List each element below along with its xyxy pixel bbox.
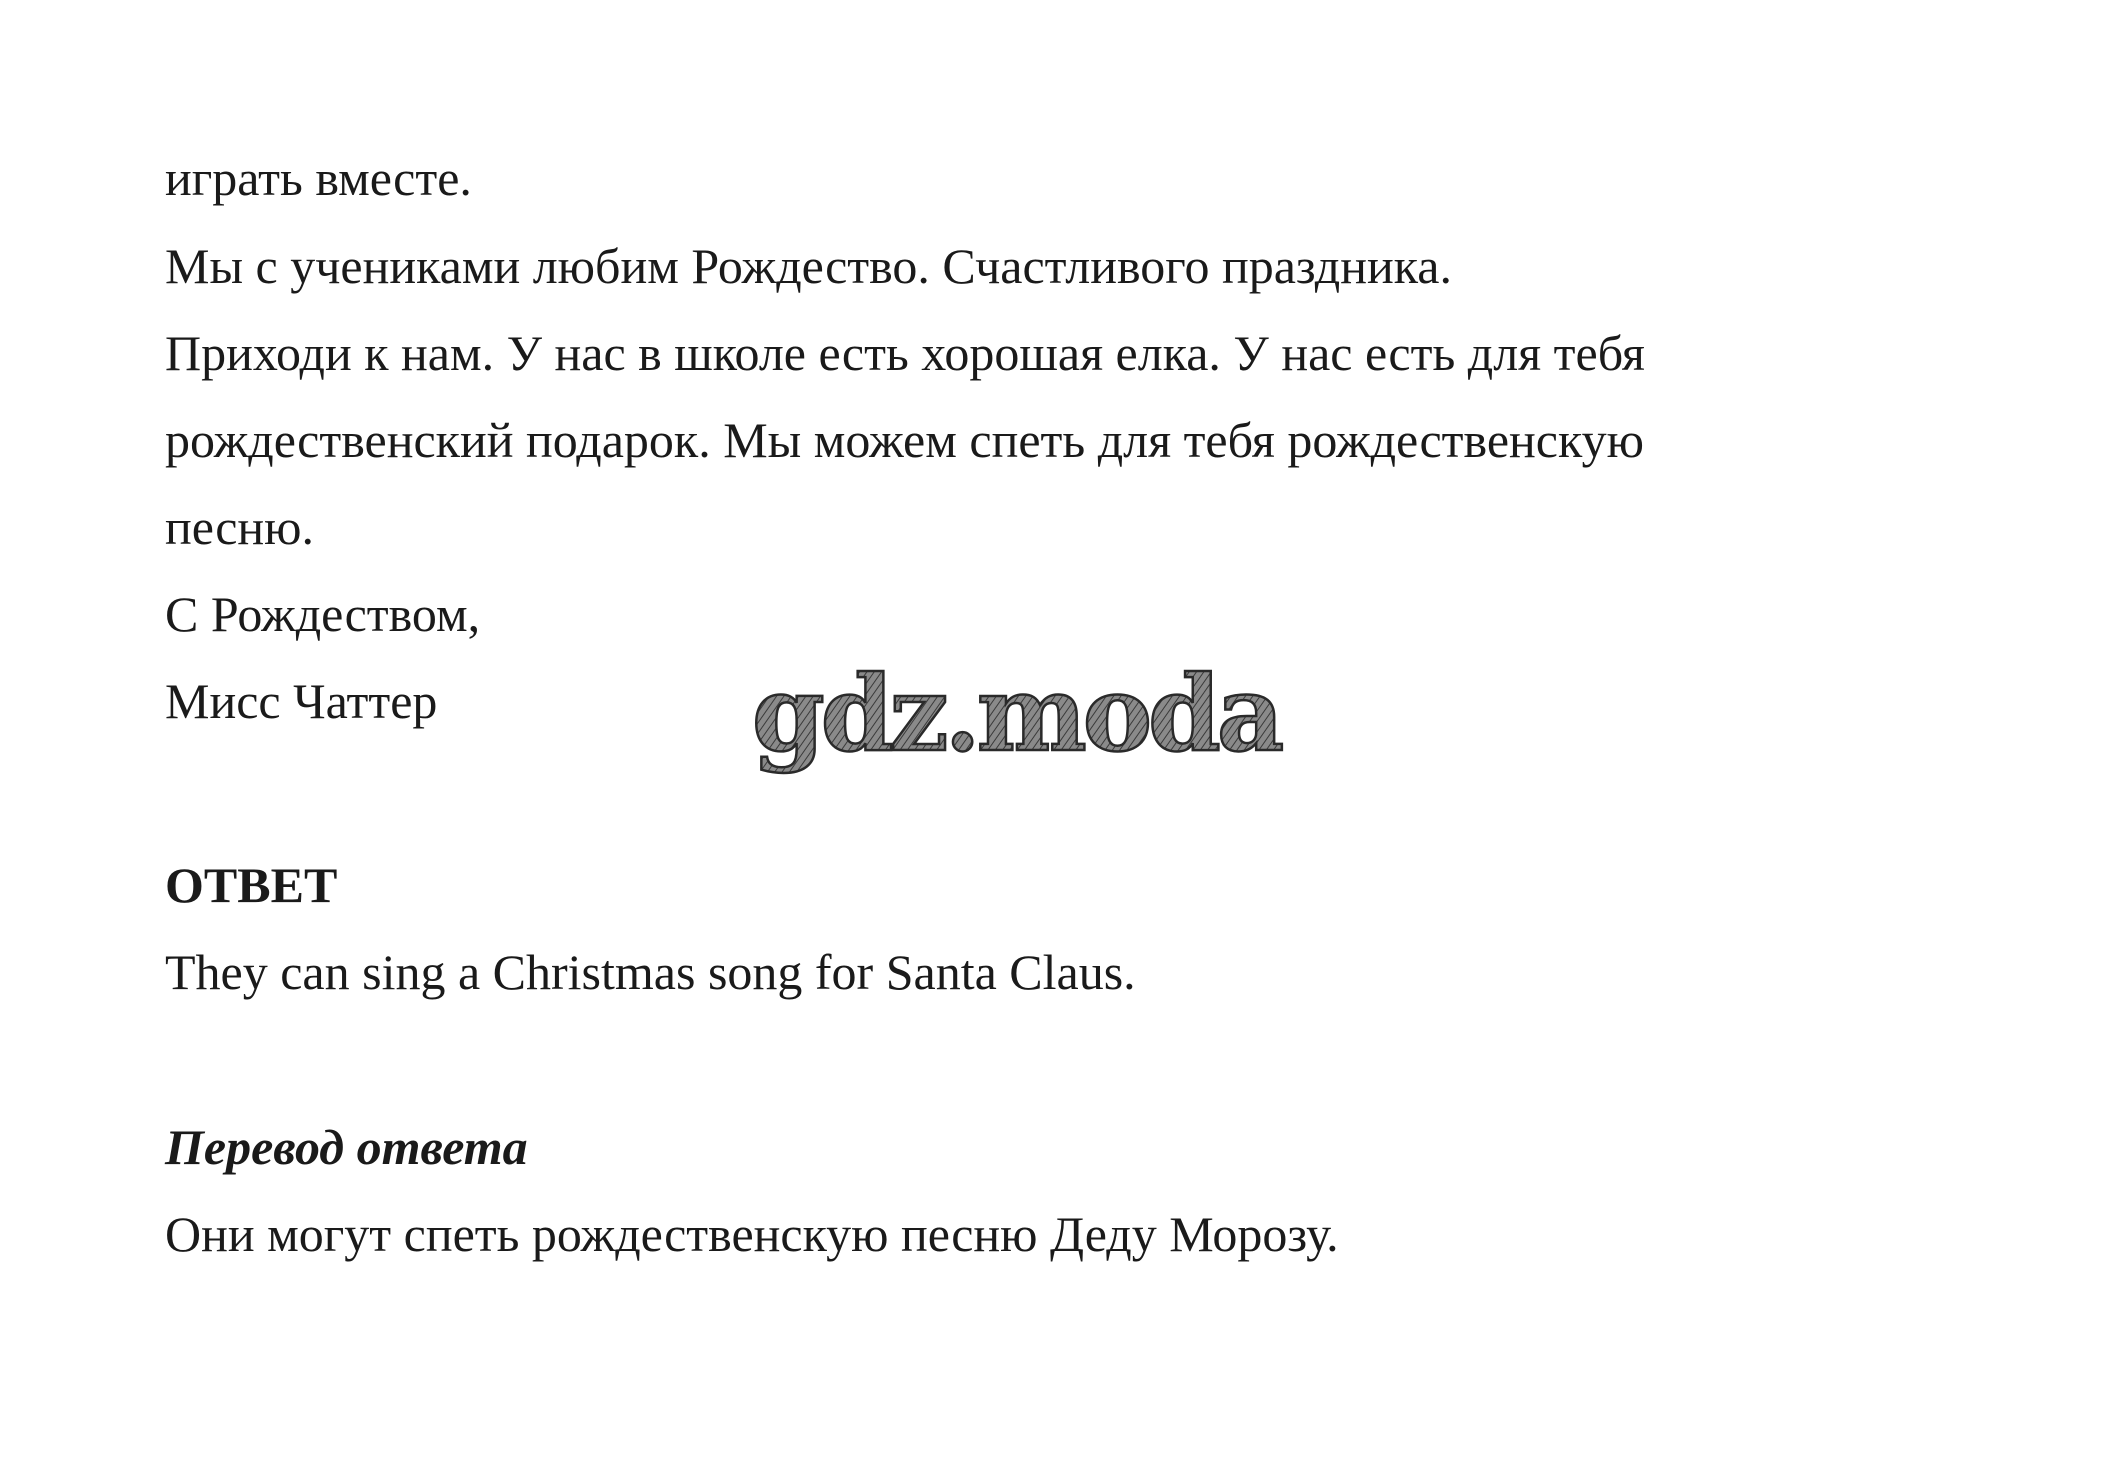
letter-line: Мы с учениками любим Рождество. Счастливого праздника. — [165, 238, 1452, 294]
svg-text:gdz.moda: gdz.moda — [752, 652, 1281, 775]
translation-text: Они могут спеть рождественскую песню Деду Морозу. — [165, 1206, 1339, 1262]
letter-closing: С Рождеством, — [165, 586, 481, 642]
letter-signature: Мисс Чаттер — [165, 673, 438, 729]
answer-heading: ОТВЕТ — [165, 857, 338, 913]
translation-heading: Перевод ответа — [165, 1119, 528, 1175]
letter-line: Приходи к нам. У нас в школе есть хорошая елка. У нас есть для тебя — [165, 325, 1645, 381]
letter-line: рождественский подарок. Мы можем спеть для тебя рождественскую — [165, 412, 1644, 468]
answer-text: They can sing a Christmas song for Santa Claus. — [165, 944, 1136, 1000]
watermark-logo — [748, 642, 1348, 802]
letter-line: играть вместе. — [165, 150, 472, 206]
letter-line: песню. — [165, 499, 314, 555]
